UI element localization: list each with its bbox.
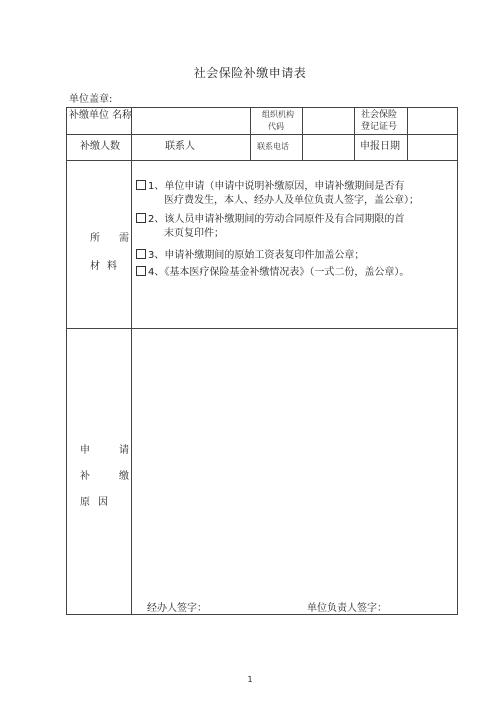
item-number: 2、	[148, 214, 165, 225]
material-item-3	[136, 249, 364, 261]
count-label: 补缴人数	[80, 141, 120, 152]
reason-label-char: 原	[80, 497, 90, 508]
materials-label-char: 所	[90, 233, 100, 244]
materials-label-char: 需	[119, 233, 129, 244]
item-text-line1: 单位申请（申请中说明补缴原因，申请补缴期间是否有	[164, 181, 405, 192]
item-number: 3、	[148, 250, 165, 261]
table-border-bottom	[66, 614, 458, 615]
org-code-label-line2: 代码	[268, 122, 284, 131]
material-item-1	[136, 180, 404, 192]
material-item-2	[136, 213, 404, 225]
item-number: 1、	[148, 181, 165, 192]
date-label: 申报日期	[360, 141, 400, 152]
row-divider-1	[66, 134, 458, 135]
unit-name-label: 补缴单位 名称	[69, 110, 133, 121]
item-number: 4、	[148, 267, 165, 278]
row-divider-2	[66, 160, 458, 161]
checkbox-3[interactable]	[136, 249, 146, 259]
table-border-left	[66, 107, 67, 615]
ss-reg-label-line1: 社会保险	[361, 110, 398, 120]
reason-label-char: 请	[119, 445, 129, 456]
item-text-line1: 该人员申请补缴期间的劳动合同原件及有合同期限的首	[164, 214, 405, 225]
page-number: 1	[247, 675, 253, 684]
handler-signature-label: 经办人签字：	[147, 603, 207, 614]
row-divider-3	[66, 328, 458, 329]
checkbox-4[interactable]	[136, 266, 146, 276]
item-text-line1: 《基本医疗保险基金补缴情况表》（一式二份，盖公章）。	[164, 267, 410, 278]
label-column-divider	[131, 107, 132, 615]
col-divider-b	[302, 107, 303, 161]
seal-label: 单位盖章:	[69, 94, 113, 105]
contact-label: 联系人	[165, 141, 195, 152]
checkbox-1[interactable]	[136, 180, 146, 190]
table-border-right	[457, 107, 458, 615]
table-border-top	[66, 107, 458, 108]
checkbox-2[interactable]	[136, 213, 146, 223]
materials-label-char: 料	[107, 261, 117, 272]
phone-label: 联系电话	[257, 142, 289, 151]
material-item-4	[136, 266, 409, 278]
reason-label-char: 因	[98, 497, 108, 508]
materials-label-char: 材	[90, 261, 100, 272]
item-text-line2: 医疗费发生，本人、经办人及单位负责人签字，盖公章）；	[164, 195, 419, 206]
reason-label-char: 补	[80, 471, 90, 482]
form-title: 社会保险补缴申请表	[193, 66, 307, 80]
col-divider-c	[354, 107, 355, 161]
col-divider-d	[407, 107, 408, 161]
col-divider-a	[250, 107, 251, 161]
unit-head-signature-label: 单位负责人签字：	[307, 603, 387, 614]
item-text-line2: 末页复印件；	[164, 228, 224, 239]
item-text-line1: 申请补缴期间的原始工资表复印件加盖公章；	[164, 250, 365, 261]
reason-label-char: 申	[80, 445, 90, 456]
ss-reg-label-line2: 登记证号	[361, 122, 398, 132]
reason-label-char: 缴	[119, 471, 129, 482]
org-code-label-line1: 组织机构	[262, 110, 294, 119]
